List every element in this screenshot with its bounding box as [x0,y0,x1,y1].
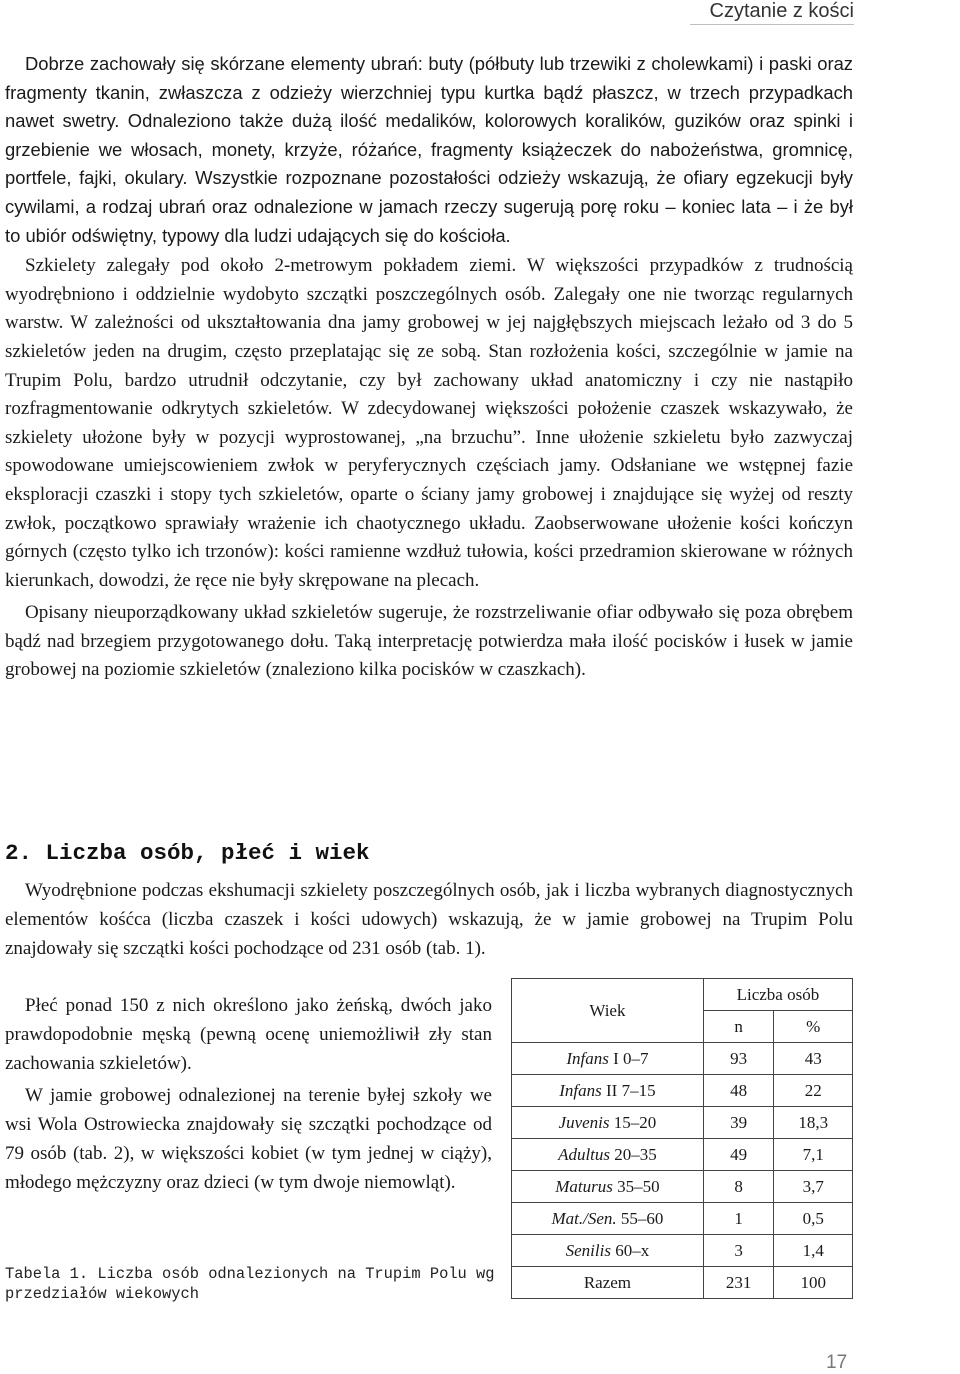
age-cell [512,1043,704,1075]
count-cell: 93 [703,1043,774,1075]
table-row [512,1171,853,1203]
header-n: n [703,1011,774,1043]
table-row [512,1139,853,1171]
paragraph-clothing: Dobrze zachowały się skórzane elementy ubrań: buty (półbuty lub trzewiki z cholewkami) i paski oraz fragmenty tkanin, zwłaszcza z odzieży wierzchniej typu kurtka bądź płaszcz, w trzech przypadkach nawet swetry. Odnaleziono także dużą ilość medalików, kolorowych koralików, guzików oraz spinki i grzebienie we włosach, monety, krzyże, różańce, fragmenty książeczek do nabożeństwa, gromnicę, portfele, fajki, okulary. Wszystkie rozpoznane pozostałości odzieży wskazują, że ofiary egzekucji były cywilami, a rodzaj ubrań oraz odnalezione w jamach rzeczy sugerują porę roku – koniec lata – i że był to ubiór odświętny, typowy dla ludzi udających się do kościoła. [5,53,853,246]
paragraph-skeletons: Szkielety zalegały pod około 2-metrowym pokładem ziemi. W większości przypadków z trudnością wyodrębniono i oddzielnie wydobyto szczątki poszczególnych osób. Zalegały one nie tworząc regularnych warstw. W zależności od ukształtowania dna jamy grobowej w jej najgłębszych miejscach leżało od 3 do 5 szkieletów jeden na drugim, często przeplatając się ze sobą. Stan rozłożenia kości, szczególnie w jamie na Trupim Polu, bardzo utrudnił odczytanie, czy był zachowany układ anatomiczny i czy nie nastąpiło rozfragmentowanie odkrytych szkieletów. W zdecydowanej większości położenie czaszek wskazywało, że szkielety ułożone były w pozycji wyprostowanej, „na brzuchu”. Inne ułożenie szkieletu było zazwyczaj spowodowane umiejscowieniem zwłok w peryferycznych częściach jamy. Odsłaniane we wstępnej fazie eksploracji czaszki i stopy tych szkieletów, oparte o ściany jamy grobowej i znajdujące się wyżej od reszty zwłok, początkowo sprawiały wrażenie ich chaotycznego układu. Zaobserwowane ułożenie kości kończyn górnych (często tylko ich trzonów): kości ramienne wzdłuż tułowia, kości przedramion skierowane w różnych kierunkach, dowodzi, że ręce nie były skrępowane na plecach. [5,255,853,591]
table-row [512,1235,853,1267]
age-term: Adultus [558,1144,611,1164]
age-term: Infans [559,1080,602,1100]
header-age: Wiek [512,979,704,1043]
table-row [512,1107,853,1139]
age-range: 55–60 [620,1208,664,1228]
table-row [512,1203,853,1235]
paragraph-school-grave: W jamie grobowej odnalezionej na terenie byłej szkoły we wsi Wola Ostrowiecka znajdowały się szczątki pochodzące od 79 osób (tab. 2), w większości kobiet (w tym jednej w ciąży), młodego mężczyzny oraz dzieci (w tym dwoje niemowląt). [5,1085,492,1193]
percent-cell: 22 [774,1075,853,1107]
table-row [512,1043,853,1075]
age-range: 15–20 [613,1112,657,1132]
count-cell: 3 [703,1235,774,1267]
count-cell: 49 [703,1139,774,1171]
age-cell [512,1203,704,1235]
percent-cell: 3,7 [774,1171,853,1203]
body-text [5,50,853,685]
running-header [0,0,960,26]
age-range: 60–x [615,1240,650,1260]
percent-cell: 43 [774,1043,853,1075]
table-row [512,1075,853,1107]
age-cell [512,1075,704,1107]
total-count: 231 [703,1267,774,1299]
age-table [511,978,853,1299]
count-cell: 39 [703,1107,774,1139]
page-number: 17 [826,1352,848,1373]
table-caption: Tabela 1. Liczba osób odnalezionych na Trupim Polu wg przedziałów wiekowych [5,1265,495,1303]
section-heading: 2. Liczba osób, płeć i wiek [5,840,370,866]
header-count: Liczba osób [703,979,852,1011]
header-pct: % [774,1011,853,1043]
age-range: 20–35 [614,1144,657,1164]
running-header-title: Czytanie z kości [709,0,854,22]
paragraph-interpretation: Opisany nieuporządkowany układ szkieletów sugeruje, że rozstrzeliwanie ofiar odbywało się poza obrębem bądź nad brzegiem przygotowanego dołu. Taką interpretację potwierdza mała ilość pocisków i łusek w jamie grobowej na poziomie szkieletów (znaleziono kilka pocisków w czaszkach). [5,602,853,681]
count-cell: 1 [703,1203,774,1235]
count-cell: 8 [703,1171,774,1203]
age-range: 35–50 [617,1176,660,1196]
left-column-text [5,992,492,1198]
age-range: II 7–15 [606,1080,656,1100]
age-cell [512,1235,704,1267]
age-term: Infans [566,1048,609,1068]
table-header-row [512,979,853,1011]
age-term: Mat./Sen. [551,1208,617,1228]
age-cell [512,1171,704,1203]
percent-cell: 18,3 [774,1107,853,1139]
table-total-row [512,1267,853,1299]
age-range: I 0–7 [613,1048,649,1068]
age-term: Senilis [565,1240,611,1260]
age-cell [512,1139,704,1171]
percent-cell: 7,1 [774,1139,853,1171]
count-cell: 48 [703,1075,774,1107]
section-intro-paragraph: Wyodrębnione podczas ekshumacji szkielety poszczególnych osób, jak i liczba wybranych diagnostycznych elementów kośćca (liczba czaszek i kości udowych) wskazują, że w jamie grobowej na Trupim Polu znajdowały się szczątki kości pochodzące od 231 osób (tab. 1). [5,880,853,959]
percent-cell: 0,5 [774,1203,853,1235]
header-rule [690,24,854,25]
percent-cell: 1,4 [774,1235,853,1267]
age-term: Maturus [555,1176,613,1196]
age-cell [512,1107,704,1139]
paragraph-sex: Płeć ponad 150 z nich określono jako żeńską, dwóch jako prawdopodobnie męską (pewną ocenę uniemożliwił zły stan zachowania szkieletów). [5,995,492,1074]
total-percent: 100 [774,1267,853,1299]
total-label: Razem [512,1267,704,1299]
age-term: Juvenis [558,1112,610,1132]
